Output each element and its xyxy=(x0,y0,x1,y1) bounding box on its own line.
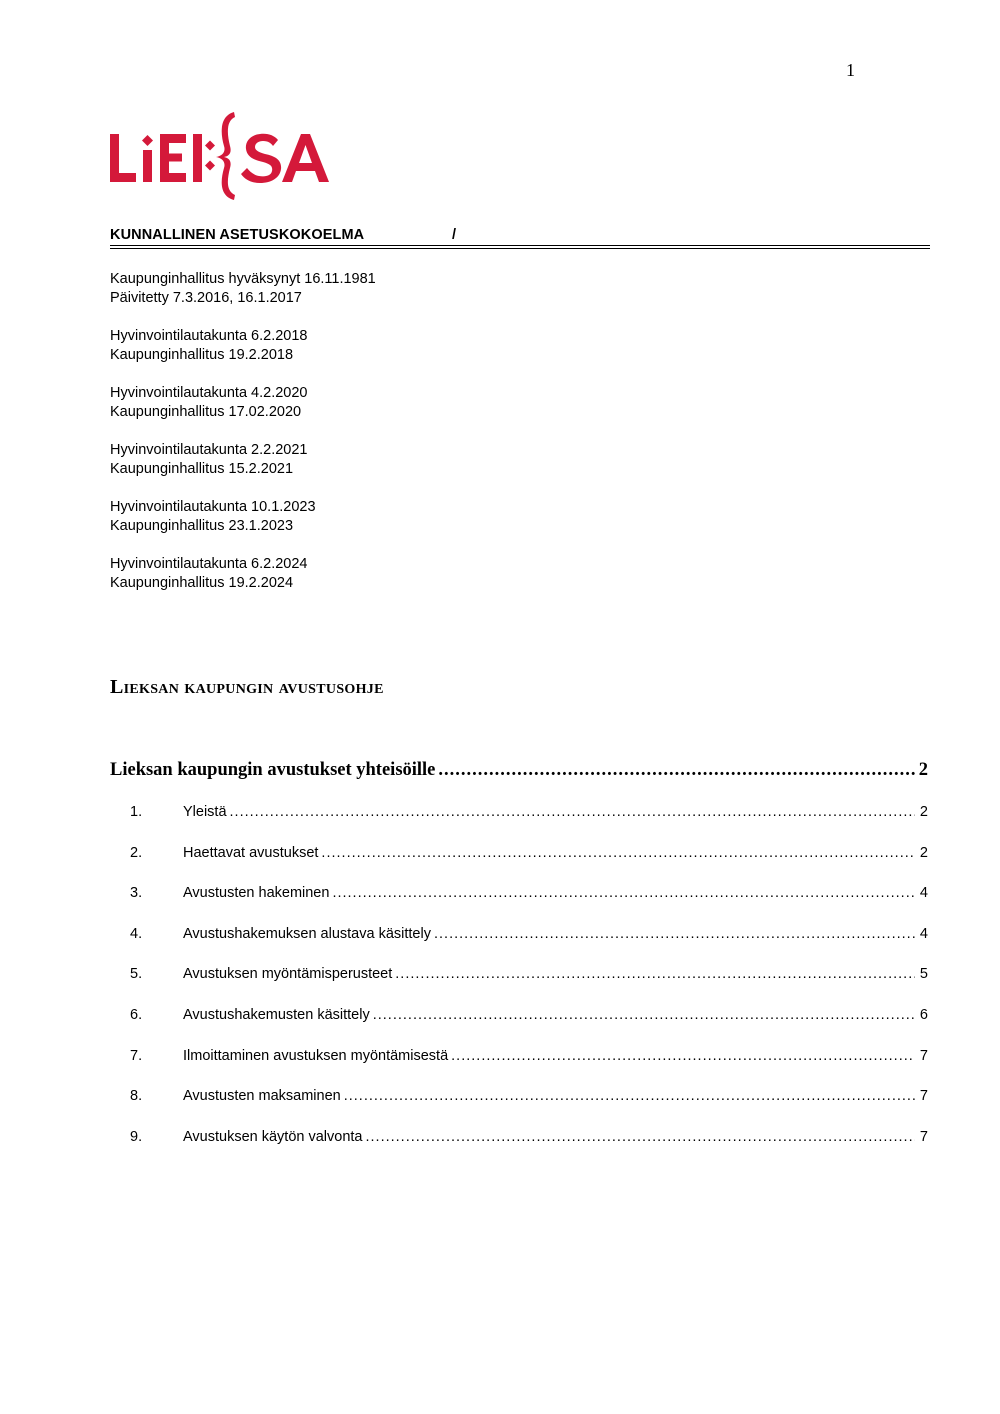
approval-line: Hyvinvointilautakunta 6.2.2018 xyxy=(110,328,308,344)
toc-item-page: 7 xyxy=(919,1128,928,1145)
approval-group xyxy=(110,270,610,308)
toc-leader xyxy=(434,926,915,942)
toc-main-label: Lieksan kaupungin avustukset yhteisöille xyxy=(110,760,436,780)
header-rule-bottom xyxy=(110,248,930,249)
approval-line: Kaupunginhallitus 19.2.2024 xyxy=(110,575,294,591)
approval-line: Kaupunginhallitus 23.1.2023 xyxy=(110,518,294,534)
toc-item-number: 3. xyxy=(130,885,143,902)
toc-item-label: Haettavat avustukset xyxy=(183,844,319,861)
page-number: 1 xyxy=(846,60,855,80)
approval-group xyxy=(110,498,610,536)
toc-item-page: 6 xyxy=(919,1006,928,1023)
toc-item-number: 2. xyxy=(130,844,143,861)
toc-item-label: Yleistä xyxy=(183,804,227,820)
toc-leader xyxy=(344,1088,915,1104)
toc-leader xyxy=(365,1129,915,1145)
toc-item[interactable] xyxy=(110,1007,928,1048)
toc-items xyxy=(110,804,928,1169)
toc-item[interactable] xyxy=(110,885,928,926)
toc-item-number: 8. xyxy=(130,1088,143,1105)
toc-item-number: 1. xyxy=(130,804,143,820)
toc-item-label: Avustuksen myöntämisperusteet xyxy=(183,966,393,983)
toc-item[interactable] xyxy=(110,845,928,886)
toc-item[interactable] xyxy=(110,804,928,845)
toc-item-page: 2 xyxy=(919,804,928,820)
toc-item-label: Avustusten maksaminen xyxy=(183,1088,341,1105)
toc-item[interactable] xyxy=(110,966,928,1007)
approval-line: Kaupunginhallitus 17.02.2020 xyxy=(110,404,302,420)
toc-item-page: 5 xyxy=(919,966,928,983)
toc-leader xyxy=(332,885,915,901)
toc-item-number: 4. xyxy=(130,925,143,942)
toc-leader xyxy=(451,1048,915,1064)
table-of-contents xyxy=(110,760,928,1169)
toc-item-number: 5. xyxy=(130,966,143,983)
toc-item-number: 9. xyxy=(130,1128,143,1145)
toc-main-page: 2 xyxy=(918,760,928,780)
toc-item[interactable] xyxy=(110,1088,928,1129)
approval-line: Päivitetty 7.3.2016, 16.1.2017 xyxy=(110,290,302,306)
approval-group xyxy=(110,555,610,593)
toc-item-page: 7 xyxy=(919,1088,928,1105)
toc-item-page: 4 xyxy=(919,885,928,902)
toc-item[interactable] xyxy=(110,1129,928,1170)
toc-leader xyxy=(395,966,915,982)
document-title: Lieksan kaupungin avustusohje xyxy=(110,676,384,698)
approval-line: Kaupunginhallitus hyväksynyt 16.11.1981 xyxy=(110,271,376,287)
collection-header: KUNNALLINEN ASETUSKOKOELMA xyxy=(110,227,365,243)
toc-item-page: 2 xyxy=(919,844,928,861)
approval-group xyxy=(110,327,610,365)
header-rule-top xyxy=(110,245,930,246)
approval-line: Kaupunginhallitus 19.2.2018 xyxy=(110,347,294,363)
toc-leader xyxy=(230,804,915,820)
approval-history xyxy=(110,270,610,612)
toc-item[interactable] xyxy=(110,1048,928,1089)
toc-leader xyxy=(373,1007,915,1023)
approval-line: Hyvinvointilautakunta 2.2.2021 xyxy=(110,442,308,458)
approval-line: Hyvinvointilautakunta 4.2.2020 xyxy=(110,385,308,401)
toc-item-page: 4 xyxy=(919,925,928,942)
toc-item-number: 7. xyxy=(130,1047,143,1064)
approval-line: Kaupunginhallitus 15.2.2021 xyxy=(110,461,294,477)
approval-group xyxy=(110,384,610,422)
toc-item[interactable] xyxy=(110,926,928,967)
toc-item-label: Avustushakemuksen alustava käsittely xyxy=(183,925,431,942)
toc-leader xyxy=(321,845,915,861)
toc-item-page: 7 xyxy=(919,1047,928,1064)
approval-line: Hyvinvointilautakunta 10.1.2023 xyxy=(110,499,316,515)
toc-item-number: 6. xyxy=(130,1006,143,1023)
toc-item-label: Avustusten hakeminen xyxy=(183,885,330,902)
lieksa-logo xyxy=(108,110,330,202)
toc-main-entry[interactable] xyxy=(110,760,928,790)
approval-line: Hyvinvointilautakunta 6.2.2024 xyxy=(110,556,308,572)
toc-item-label: Ilmoittaminen avustuksen myöntämisestä xyxy=(183,1047,449,1064)
toc-item-label: Avustuksen käytön valvonta xyxy=(183,1128,363,1145)
collection-number-slash: / xyxy=(452,227,457,243)
approval-group xyxy=(110,441,610,479)
toc-item-label: Avustushakemusten käsittely xyxy=(183,1006,370,1023)
toc-leader xyxy=(438,760,915,781)
